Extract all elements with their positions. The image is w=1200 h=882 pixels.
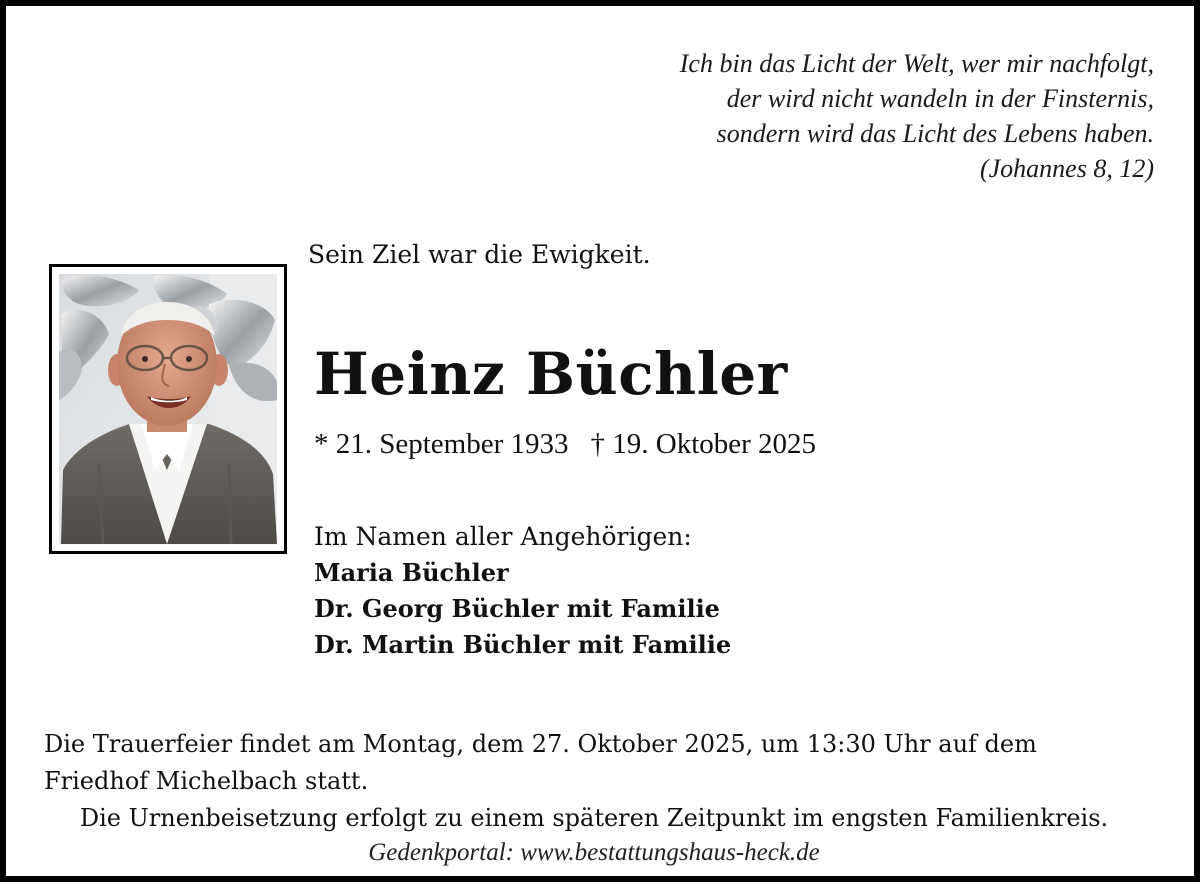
family-signatures (314, 518, 731, 663)
family-member: Dr. Georg Büchler mit Familie (314, 594, 720, 623)
death-date: † 19. Oktober 2025 (590, 428, 817, 460)
memorial-portal: Gedenkportal: www.bestattungshaus-heck.de (368, 839, 820, 866)
motto: Sein Ziel war die Ewigkeit. (308, 240, 651, 269)
verse-line: sondern wird das Licht des Lebens haben. (716, 119, 1154, 148)
verse-line: der wird nicht wandeln in der Finsternis, (726, 84, 1154, 113)
family-intro: Im Namen aller Angehörigen: (314, 522, 692, 551)
portrait-photo (49, 264, 287, 554)
verse-line: Ich bin das Licht der Welt, wer mir nachfolgt, (679, 49, 1154, 78)
burial-note: Die Urnenbeisetzung erfolgt zu einem späteren Zeitpunkt im engsten Familienkreis. (79, 804, 1109, 832)
portrait-image (59, 274, 277, 544)
ceremony-line: Die Trauerfeier findet am Montag, dem 27. Oktober 2025, um 13:30 Uhr auf dem (44, 730, 1037, 758)
birth-date: * 21. September 1933 (314, 428, 569, 460)
ceremony-line: Friedhof Michelbach statt. (44, 767, 369, 795)
deceased-name: Heinz Büchler (314, 340, 788, 408)
family-member: Dr. Martin Büchler mit Familie (314, 630, 732, 659)
life-dates (314, 424, 816, 464)
ceremony-info (44, 726, 1164, 869)
bible-verse (680, 46, 1154, 186)
family-member: Maria Büchler (314, 558, 509, 587)
verse-reference: (Johannes 8, 12) (979, 154, 1154, 183)
